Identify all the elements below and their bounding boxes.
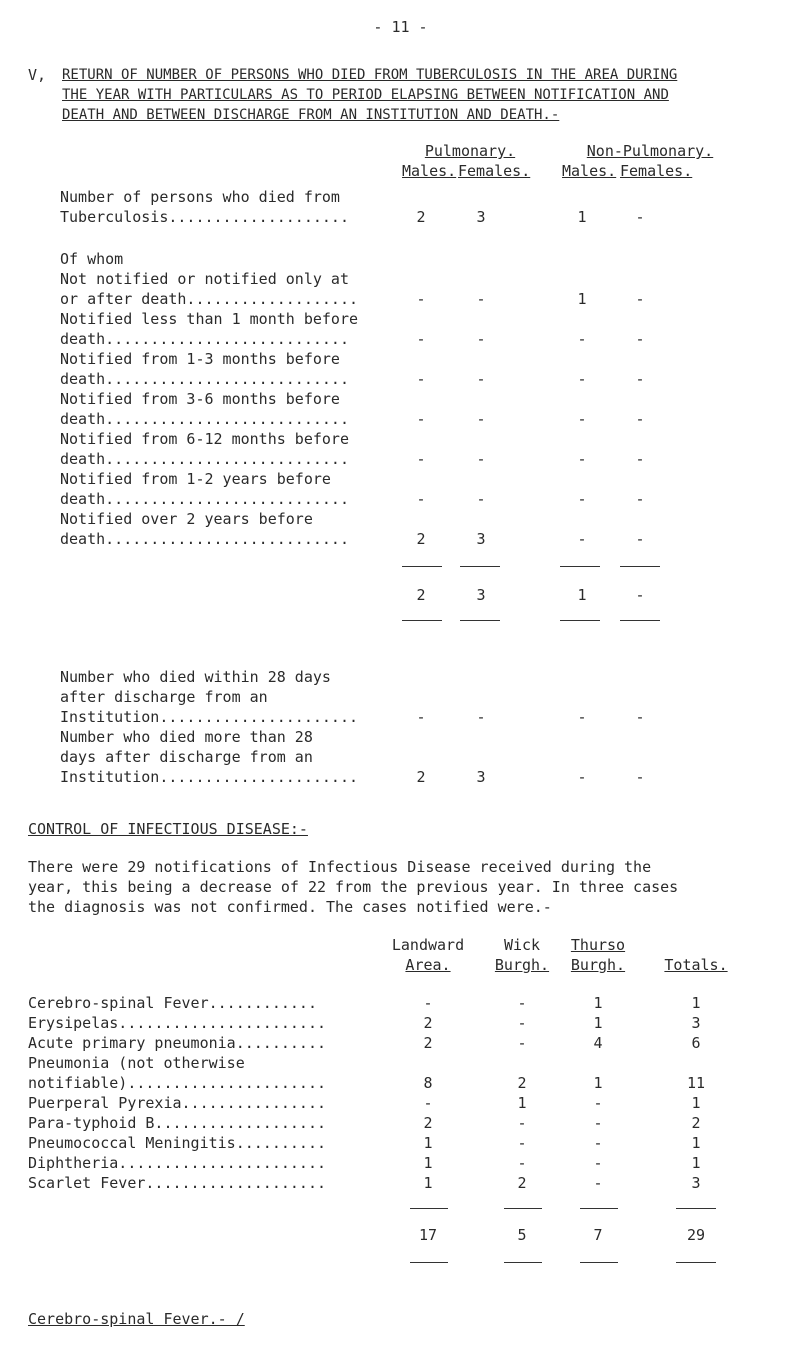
value-cell: - [593,1154,603,1172]
value-cell: - [476,290,486,308]
row-label: Notified less than 1 month before [60,310,359,328]
disease-label: Diphtheria....................... [28,1154,327,1172]
disease-label: Scarlet Fever.................... [28,1174,327,1192]
disease-label: notifiable)...................... [28,1074,327,1092]
disease-label: Erysipelas....................... [28,1014,327,1032]
row-label: death........................... [60,450,349,468]
value-cell: 2 [423,1014,433,1032]
value-cell: 1 [423,1154,433,1172]
value-cell: 2 [416,208,426,226]
row-label: Notified from 3-6 months before [60,390,340,408]
value-cell: - [517,1154,527,1172]
rule [580,1262,618,1263]
value-cell: - [635,768,645,786]
value-cell: - [635,410,645,428]
row-label: death........................... [60,410,349,428]
value-cell: - [416,330,426,348]
value-cell: 1 [577,208,587,226]
sub-header: Males. [562,162,617,180]
value-cell: 2 [416,768,426,786]
disease-label: Cerebro-spinal Fever............ [28,994,317,1012]
value-cell: - [577,450,587,468]
total-cell: - [635,586,645,604]
row-label: days after discharge from an [60,748,313,766]
row-label: death........................... [60,370,349,388]
value-cell: 1 [577,290,587,308]
row-label: death........................... [60,330,349,348]
value-cell: - [593,1174,603,1192]
rule [620,566,660,567]
value-cell: - [635,370,645,388]
row-label: death........................... [60,530,349,548]
value-cell: - [593,1114,603,1132]
value-cell: 2 [423,1034,433,1052]
value-cell: 1 [691,1134,701,1152]
rule [504,1262,542,1263]
disease-label: Pneumonia (not otherwise [28,1054,245,1072]
value-cell: 3 [476,530,486,548]
row-label: Number who died more than 28 [60,728,313,746]
value-cell: - [635,530,645,548]
total-cell: 7 [593,1226,603,1244]
value-cell: 2 [416,530,426,548]
non-pulmonary-header: Non-Pulmonary. [586,142,714,160]
col-header-landward: Landward [391,936,465,954]
rule [504,1208,542,1209]
value-cell: - [577,768,587,786]
page-number: - 11 - [373,18,428,36]
value-cell: - [476,410,486,428]
title-line: THE YEAR WITH PARTICULARS AS TO PERIOD ELAPSING BETWEEN NOTIFICATION AND [62,87,669,103]
pulmonary-header: Pulmonary. [424,142,516,160]
value-cell: - [635,290,645,308]
paragraph-line: the diagnosis was not confirmed. The cases notified were.- [28,898,552,916]
sub-header: Females. [458,162,531,180]
rule [560,620,600,621]
value-cell: - [577,410,587,428]
row-label: Tuberculosis.................... [60,208,349,226]
value-cell: - [635,330,645,348]
value-cell: 1 [517,1094,527,1112]
rule [676,1262,716,1263]
value-cell: - [476,490,486,508]
rule [560,566,600,567]
value-cell: - [517,994,527,1012]
row-label: Number who died within 28 days [60,668,331,686]
value-cell: 2 [517,1174,527,1192]
rule [676,1208,716,1209]
rule [402,620,442,621]
value-cell: - [635,208,645,226]
value-cell: - [577,708,587,726]
col-header-thurso: Thurso [570,936,626,954]
row-label: Institution...................... [60,768,359,786]
value-cell: 1 [593,1014,603,1032]
total-cell: 17 [418,1226,438,1244]
value-cell: - [577,330,587,348]
rule [460,620,500,621]
rule [580,1208,618,1209]
value-cell: 3 [476,208,486,226]
row-label: after discharge from an [60,688,268,706]
value-cell: 3 [691,1014,701,1032]
row-label: Of whom [60,250,124,268]
value-cell: - [416,290,426,308]
total-cell: 5 [517,1226,527,1244]
value-cell: - [476,708,486,726]
footer-heading: Cerebro-spinal Fever.- / [28,1310,245,1328]
value-cell: 11 [686,1074,706,1092]
col-header-totals-sub: Totals. [664,956,728,974]
value-cell: 1 [691,994,701,1012]
value-cell: 2 [423,1114,433,1132]
value-cell: - [517,1034,527,1052]
value-cell: - [635,708,645,726]
value-cell: - [593,1134,603,1152]
col-header-wick-sub: Burgh. [494,956,550,974]
value-cell: - [476,330,486,348]
disease-label: Acute primary pneumonia.......... [28,1034,327,1052]
value-cell: - [635,450,645,468]
col-header-landward-sub: Area. [405,956,451,974]
row-label: Notified from 1-3 months before [60,350,340,368]
row-label: Number of persons who died from [60,188,340,206]
value-cell: - [423,1094,433,1112]
value-cell: - [416,370,426,388]
col-header-wick: Wick [503,936,541,954]
sub-header: Males. [402,162,457,180]
value-cell: - [476,450,486,468]
rule [410,1262,448,1263]
value-cell: - [593,1094,603,1112]
value-cell: 4 [593,1034,603,1052]
total-cell: 3 [476,586,486,604]
rule [402,566,442,567]
value-cell: - [416,410,426,428]
value-cell: 2 [691,1114,701,1132]
row-label: Notified over 2 years before [60,510,313,528]
value-cell: - [577,530,587,548]
value-cell: - [517,1014,527,1032]
disease-label: Pneumococcal Meningitis.......... [28,1134,327,1152]
value-cell: - [476,370,486,388]
value-cell: 2 [517,1074,527,1092]
value-cell: 1 [423,1174,433,1192]
title-line: RETURN OF NUMBER OF PERSONS WHO DIED FROM TUBERCULOSIS IN THE AREA DURING [62,67,678,83]
paragraph-line: year, this being a decrease of 22 from the previous year. In three cases [28,878,679,896]
value-cell: - [416,490,426,508]
row-label: Not notified or notified only at [60,270,349,288]
disease-label: Para-typhoid B................... [28,1114,327,1132]
section-numeral: V, [28,66,47,84]
value-cell: - [577,490,587,508]
value-cell: 1 [423,1134,433,1152]
control-heading: CONTROL OF INFECTIOUS DISEASE:- [28,820,308,838]
total-cell: 1 [577,586,587,604]
value-cell: 1 [593,994,603,1012]
value-cell: 3 [476,768,486,786]
row-label: Institution...................... [60,708,359,726]
value-cell: - [517,1114,527,1132]
title-line: DEATH AND BETWEEN DISCHARGE FROM AN INSTITUTION AND DEATH.- [62,107,560,123]
col-header-thurso-sub: Burgh. [570,956,626,974]
row-label: Notified from 1-2 years before [60,470,331,488]
sub-header: Females. [620,162,693,180]
paragraph-line: There were 29 notifications of Infectious Disease received during the [28,858,652,876]
value-cell: - [423,994,433,1012]
value-cell: 1 [691,1094,701,1112]
disease-label: Puerperal Pyrexia................ [28,1094,327,1112]
value-cell: - [416,708,426,726]
value-cell: 6 [691,1034,701,1052]
value-cell: 1 [691,1154,701,1172]
value-cell: - [416,450,426,468]
rule [460,566,500,567]
value-cell: 3 [691,1174,701,1192]
rule [410,1208,448,1209]
row-label: or after death................... [60,290,359,308]
value-cell: 1 [593,1074,603,1092]
row-label: Notified from 6-12 months before [60,430,349,448]
value-cell: - [577,370,587,388]
total-cell: 2 [416,586,426,604]
row-label: death........................... [60,490,349,508]
value-cell: 8 [423,1074,433,1092]
value-cell: - [635,490,645,508]
rule [620,620,660,621]
total-cell: 29 [686,1226,706,1244]
value-cell: - [517,1134,527,1152]
